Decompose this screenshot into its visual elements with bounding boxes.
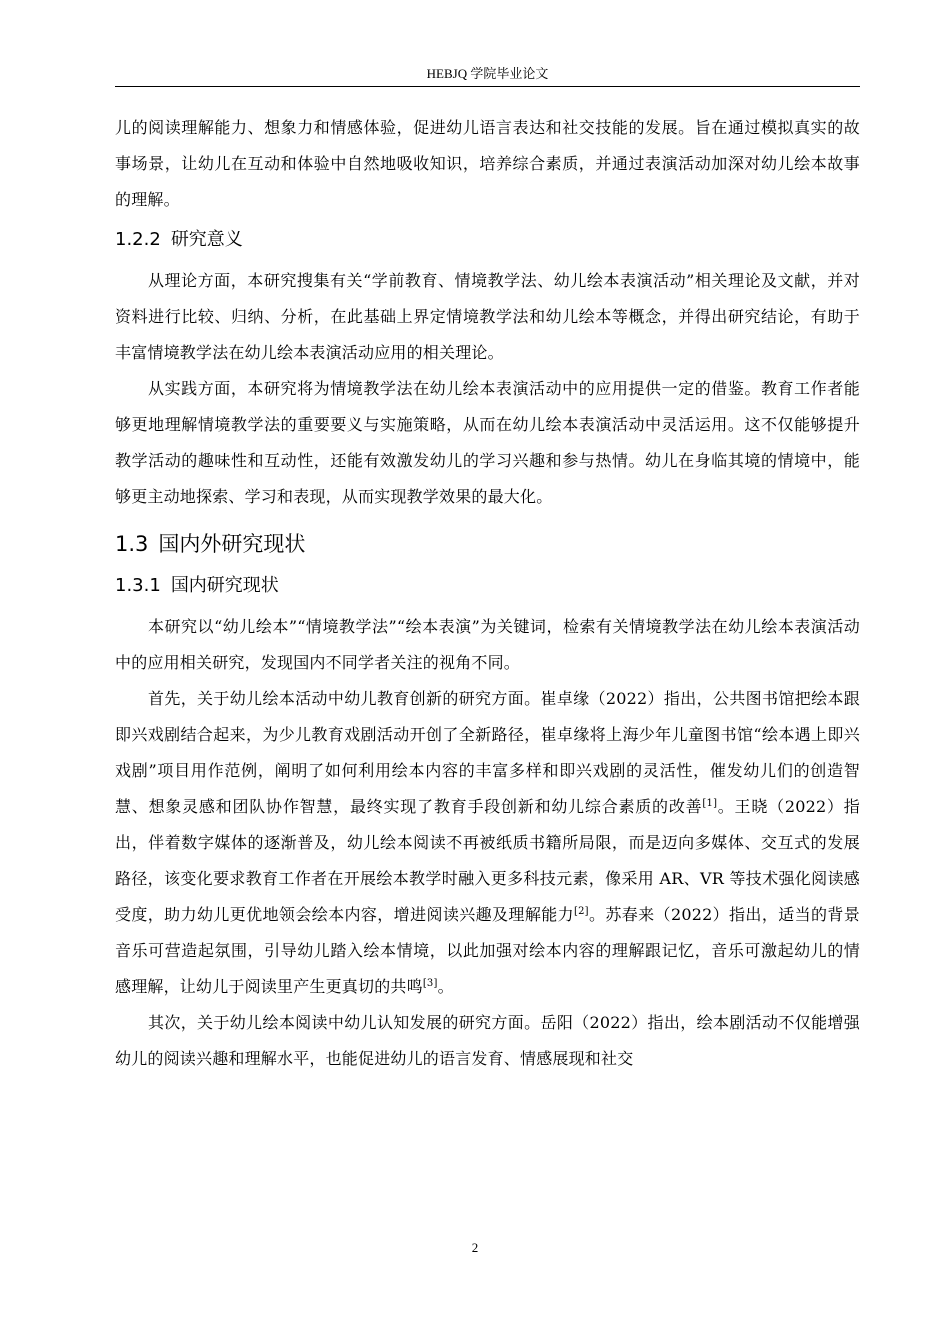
heading-number: 1.3 [115, 532, 149, 556]
heading-1-2-2 [115, 223, 860, 257]
citation-3: [3] [422, 978, 438, 989]
header-rule [115, 86, 860, 87]
running-header: HEBJQ 学院毕业论文 [426, 66, 549, 81]
paragraph-first [115, 681, 860, 1005]
paragraph-second: 其次，关于幼儿绘本阅读中幼儿认知发展的研究方面。岳阳（2022）指出，绘本剧活动不仅能增强幼儿的阅读兴趣和理解水平，也能促进幼儿的语言发育、情感展现和社交 [115, 1013, 860, 1068]
paragraph-practice: 从实践方面，本研究将为情境教学法在幼儿绘本表演活动中的应用提供一定的借鉴。教育工作者能够更地理解情境教学法的重要要义与实施策略，从而在幼儿绘本表演活动中灵活运用。这不仅能够提升教学活动的趣味性和互动性，还能有效激发幼儿的学习兴趣和参与热情。幼儿在身临其境的情境中，能够更主动地探索、学习和表现，从而实现教学效果的最大化。 [115, 379, 860, 506]
paragraph-keywords: 本研究以“幼儿绘本”“情境教学法”“绘本表演”为关键词，检索有关情境教学法在幼儿绘本表演活动中的应用相关研究，发现国内不同学者关注的视角不同。 [115, 617, 860, 672]
paragraph-intro-continued: 儿的阅读理解能力、想象力和情感体验，促进幼儿语言表达和社交技能的发展。旨在通过模拟真实的故事场景，让幼儿在互动和体验中自然地吸收知识，培养综合素质，并通过表演活动加深对幼儿绘本故事的理解。 [115, 118, 860, 209]
text-segment: 。苏春来（2022）指出，适当的背景音乐可营造起氛围，引导幼儿踏入绘本情境，以此加强对绘本内容的理解跟记忆，音乐可激起幼儿的情感理解，让幼儿于阅读里产生更真切的共鸣 [115, 905, 860, 996]
text-segment: 。 [437, 977, 454, 996]
page-number: 2 [471, 1240, 479, 1255]
paragraph-theory: 从理论方面，本研究搜集有关“学前教育、情境教学法、幼儿绘本表演活动”相关理论及文献，并对资料进行比较、归纳、分析，在此基础上界定情境教学法和幼儿绘本等概念，并得出研究结论，有助于丰富情境教学法在幼儿绘本表演活动应用的相关理论。 [115, 271, 860, 362]
heading-title: 国内研究现状 [170, 575, 279, 596]
citation-2: [2] [574, 906, 589, 917]
heading-title: 研究意义 [170, 229, 243, 250]
citation-1: [1] [702, 798, 718, 809]
heading-number: 1.2.2 [115, 229, 161, 250]
heading-1-3 [115, 524, 860, 564]
text-segment: 。王晓（2022）指出，伴着数字媒体的逐渐普及，幼儿绘本阅读不再被纸质书籍所局限，而是迈向多媒体、交互式的发展路径，该变化要求教育工作者在开展绘本教学时融入更多科技元素，像采用 AR、VR 等技术强化阅读感受度，助力幼儿更优地领会绘本内容，增进阅读兴趣及理解能力 [115, 797, 860, 924]
text-segment: 首先，关于幼儿绘本活动中幼儿教育创新的研究方面。崔卓缘（2022）指出，公共图书馆把绘本跟即兴戏剧结合起来，为少儿教育戏剧活动开创了全新路径，崔卓缘将上海少年儿童图书馆“绘本遇上即兴戏剧”项目用作范例，阐明了如何利用绘本内容的丰富多样和即兴戏剧的灵活性，催发幼儿们的创造智慧、想象灵感和团队协作智慧，最终实现了教育手段创新和幼儿综合素质的改善 [115, 689, 860, 816]
heading-number: 1.3.1 [115, 575, 161, 596]
heading-title: 国内外研究现状 [158, 532, 306, 556]
body-text [115, 110, 860, 1077]
heading-1-3-1 [115, 569, 860, 603]
